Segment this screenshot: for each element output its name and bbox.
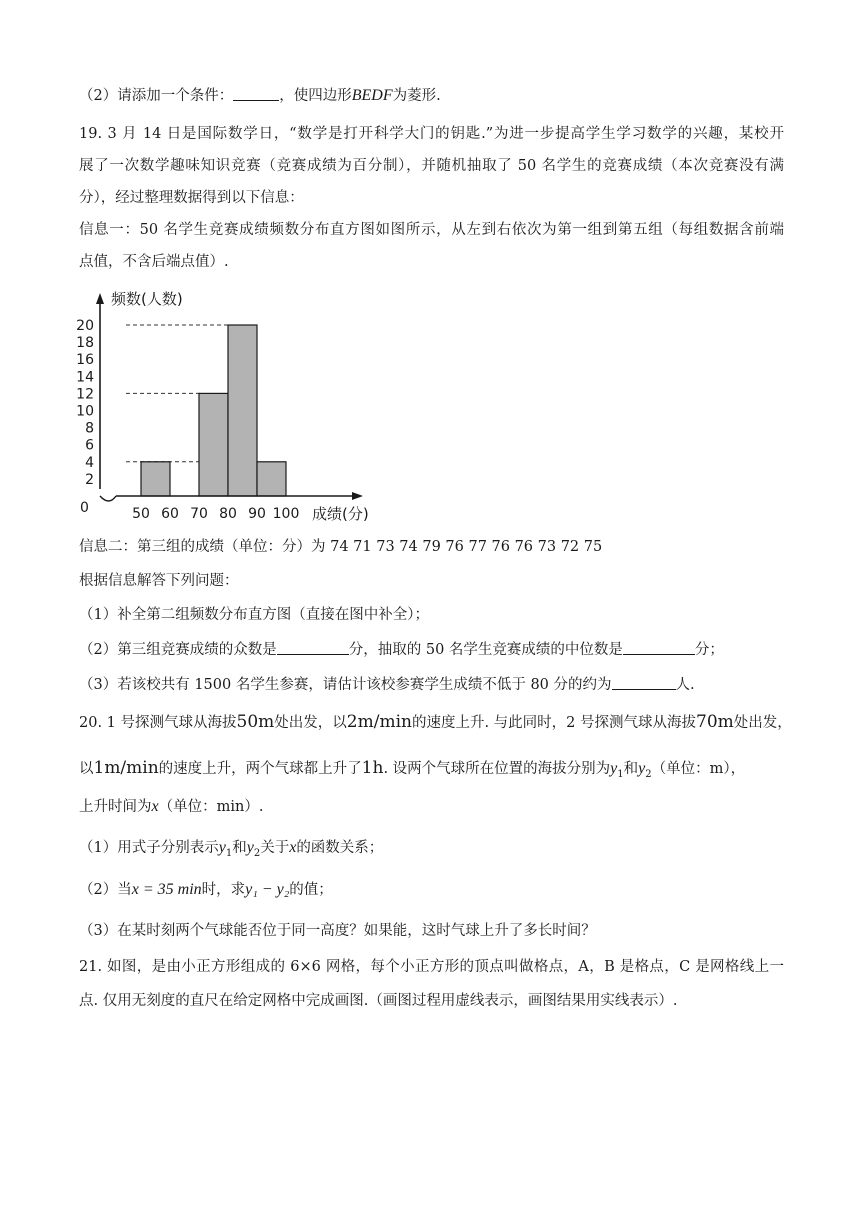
q20-value-altitude-1: 50m <box>236 712 275 732</box>
q19-part2-prefix: （2）第三组竞赛成绩的众数是 <box>79 642 277 658</box>
q20-value-speed-2: 1m/min <box>93 758 159 778</box>
q20-text: 的速度上升，两个气球都上升了 <box>158 761 362 777</box>
x-tick-label: 100 <box>272 506 300 522</box>
q20-text: 处出发， <box>733 715 792 731</box>
q20-text: 20. 1 号探测气球从海拔 <box>79 715 237 731</box>
q20-text: 和 <box>623 761 639 777</box>
y-axis-title: 频数(人数) <box>111 290 183 308</box>
var-y: y <box>246 839 254 856</box>
histogram-bar-70-80 <box>199 393 228 496</box>
y-tick-labels <box>76 318 94 516</box>
quadrilateral-label: BEDF <box>351 87 393 104</box>
y-tick-label: 18 <box>76 335 94 352</box>
x-tick-label: 80 <box>219 506 237 522</box>
subscript: 1 <box>225 847 233 859</box>
q18-part2-suffix: 为菱形. <box>392 88 441 104</box>
q20-value-duration: 1h <box>361 758 384 778</box>
q21-stem-line-1: 21. 如图，是由小正方形组成的 6×6 网格，每个小正方形的顶点叫做格点，A，B 是格点，C 是网格线上一 <box>79 959 784 975</box>
histogram-bars <box>141 325 286 496</box>
q20-stem-line-1 <box>79 712 792 733</box>
answer-blank[interactable] <box>623 640 695 655</box>
answer-blank[interactable] <box>233 86 279 101</box>
x-tick-label: 70 <box>190 506 208 522</box>
histogram-chart <box>76 284 396 534</box>
q20-text: （2）当 <box>79 882 132 898</box>
q19-part2-middle: 分，抽取的 50 名学生竞赛成绩的中位数是 <box>348 642 623 658</box>
x-axis-title: 成绩(分) <box>312 505 369 523</box>
q20-text: . 设两个气球所在位置的海拔分别为 <box>383 761 611 777</box>
y-tick-label: 2 <box>85 471 94 488</box>
q20-text: 上升时间为 <box>79 799 152 815</box>
var-x: x <box>151 798 159 815</box>
y-tick-label: 20 <box>76 318 94 334</box>
q20-stem-line-2 <box>79 758 745 785</box>
q20-text: 以 <box>79 761 94 777</box>
q20-text: 的速度上升. 与此同时，2 号探测气球从海拔 <box>411 715 697 731</box>
q19-part1: （1）补全第二组频数分布直方图（直接在图中补全）； <box>79 607 429 623</box>
y-tick-label: 0 <box>80 500 89 516</box>
q19-part2 <box>79 640 724 660</box>
q20-text: 的函数关系； <box>296 840 384 856</box>
q19-stem-line-2: 展了一次数学趣味知识竞赛（竞赛成绩为百分制），并随机抽取了 50 名学生的竞赛成绩（本次竞赛没有满 <box>79 158 784 174</box>
q20-text: 处出发，以 <box>274 715 347 731</box>
x-tick-label: 50 <box>132 506 150 522</box>
histogram-bar-90-100 <box>257 462 286 496</box>
q19-info1-line-1: 信息一：50 名学生竞赛成绩频数分布直方图如图所示，从左到右依次为第一组到第五组（每组数据含前端 <box>79 222 784 238</box>
y-axis-arrow <box>96 293 104 304</box>
q19-info2: 信息二：第三组的成绩（单位：分）为 74 71 73 74 79 76 77 76 76 73 72 75 <box>79 539 603 555</box>
q20-part2 <box>79 880 333 900</box>
x-tick-labels <box>132 506 299 522</box>
q20-text: （1）用式子分别表示 <box>79 840 219 856</box>
subscript: 2 <box>253 847 261 859</box>
var-y: y <box>638 760 646 777</box>
q21-stem-line-2: 点. 仅用无刻度的直尺在给定网格中完成画图.（画图过程用虚线表示，画图结果用实线表示）. <box>79 993 678 1009</box>
q20-condition: x = 35 min <box>131 881 202 898</box>
subscript: 1 <box>617 768 624 780</box>
y-tick-label: 14 <box>76 369 94 386</box>
var-y: y <box>610 760 618 777</box>
q20-text: 和 <box>232 840 247 856</box>
answer-blank[interactable] <box>277 640 349 655</box>
histogram-bar-50-60 <box>141 462 170 496</box>
q20-value-altitude-2: 70m <box>696 712 734 732</box>
q20-text: 关于 <box>260 840 290 856</box>
y-tick-label: 8 <box>85 420 94 437</box>
x-tick-label: 60 <box>161 506 179 522</box>
q18-part2-prefix: （2）请添加一个条件： <box>79 88 234 104</box>
q20-expression: y₁ − y₂ <box>245 881 290 898</box>
y-tick-label: 4 <box>85 454 94 471</box>
q19-intro: 根据信息解答下列问题： <box>79 573 239 589</box>
q20-stem-line-3 <box>79 797 263 817</box>
q19-part3-suffix: 人. <box>675 677 695 693</box>
histogram-bar-80-90 <box>228 325 257 496</box>
var-y: y <box>218 839 226 856</box>
answer-blank[interactable] <box>612 675 676 690</box>
q19-part2-suffix: 分； <box>694 642 724 658</box>
axis-break-symbol <box>100 496 116 501</box>
q19-part3-prefix: （3）若该校共有 1500 名学生参赛，请估计该校参赛学生成绩不低于 80 分的约为 <box>79 677 612 693</box>
q20-text: 时，求 <box>201 882 246 898</box>
q18-part2 <box>79 86 441 106</box>
q20-text: 的值； <box>289 882 333 898</box>
q20-value-speed-1: 2m/min <box>346 712 412 732</box>
subscript: 2 <box>645 768 652 780</box>
x-axis-arrow <box>352 492 363 500</box>
q19-stem-line-3: 分），经过整理数据得到以下信息： <box>79 190 304 206</box>
q18-part2-middle: ，使四边形 <box>279 88 352 104</box>
y-tick-label: 6 <box>85 437 94 454</box>
q20-part3: （3）在某时刻两个气球能否位于同一高度？如果能，这时气球上升了多长时间？ <box>79 923 596 939</box>
q20-part1 <box>79 838 383 864</box>
x-tick-label: 90 <box>248 506 266 522</box>
q20-text: （单位：m）， <box>651 761 746 777</box>
var-x: x <box>289 839 297 856</box>
q19-stem-line-1: 19. 3 月 14 日是国际数学日，“数学是打开科学大门的钥匙.”为进一步提高学生学习数学的兴趣，某校开 <box>79 126 784 142</box>
y-tick-label: 10 <box>76 403 94 420</box>
q20-text: （单位：min）. <box>158 799 264 815</box>
y-tick-label: 16 <box>76 352 94 369</box>
q19-info1-line-2: 点值，不含后端点值）. <box>79 254 229 270</box>
q19-part3 <box>79 675 695 695</box>
y-tick-label: 12 <box>76 386 94 403</box>
